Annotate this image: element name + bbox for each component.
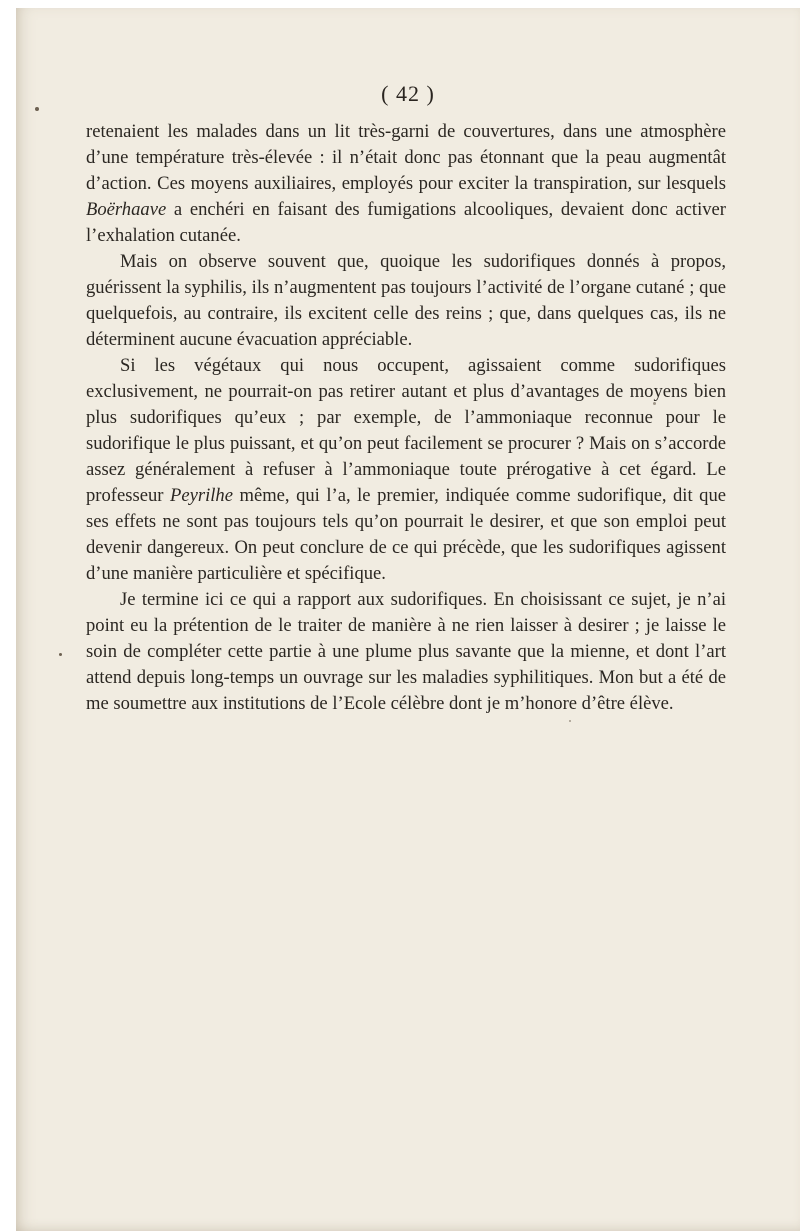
book-page — [16, 8, 800, 1231]
paragraph-4: Je termine ici ce qui a rapport aux sudorifiques. En choisissant ce sujet, je n’ai point eu la prétention de le traiter de manière à ne rien laisser à desirer ; je laisse le soin de compléter cette partie à une plume plus savante que la mienne, et dont l’art attend depuis long-temps un ouvrage sur les maladies syphilitiques. Mon but a été de me soumettre aux institutions de l’Ecole célèbre dont je m’honore d’être élève. — [86, 589, 726, 714]
paragraph-3 — [86, 353, 726, 587]
paragraph-2: Mais on observe souvent que, quoique les sudorifiques donnés à propos, guérissent la syphilis, ils n’augmentent pas toujours l’activité de l’organe cutané ; que quelquefois, au contraire, ils excitent celle des reins ; que, dans quelques cas, ils ne déterminent aucune évacuation appréciable. — [86, 251, 726, 350]
paragraph-1-text-end: a enchéri en faisant des fumigations alcooliques, devaient donc activer l’exhalation cutanée. — [86, 199, 726, 246]
paper-speck — [35, 107, 39, 111]
body-text — [86, 119, 726, 717]
italic-name-boerhaave: Boërhaave — [86, 199, 167, 220]
paragraph-1-text-start: retenaient les malades dans un lit très-garni de couvertures, dans une atmosphère d’une température très-élevée : il n’était donc pas étonnant que la peau augmentât d’action. Ces moyens auxiliaires, employés pour exciter la transpiration, sur lesquels — [86, 121, 726, 194]
paragraph-3-text-start: Si les végétaux qui nous occupent, agissaient comme sudorifiques exclusivement, ne pourrait-on pas retirer autant et plus d’avantages de moyens bien plus sudorifiques qu’eux ; par exemple, de l’ammoniaque reconnue pour le sudorifique le plus puissant, et qu’on peut facilement se procurer ? Mais on s’accorde assez généralement à refuser à l’ammoniaque toute prérogative à cet égard. Le professeur — [86, 355, 726, 506]
paper-speck — [59, 653, 62, 656]
page-number: ( 42 ) — [381, 81, 435, 106]
paragraph-1 — [86, 119, 726, 249]
paper-speck — [653, 402, 656, 405]
paragraph-3-text-end: même, qui l’a, le premier, indiquée comme sudorifique, dit que ses effets ne sont pas toujours tels qu’on pourrait le desirer, et que son emploi peut devenir dangereux. On peut conclure de ce qui précède, que les sudorifiques agissent d’une manière particulière et spécifique. — [86, 485, 726, 584]
italic-name-peyrilhe: Peyrilhe — [169, 485, 233, 506]
paper-speck — [569, 720, 571, 722]
